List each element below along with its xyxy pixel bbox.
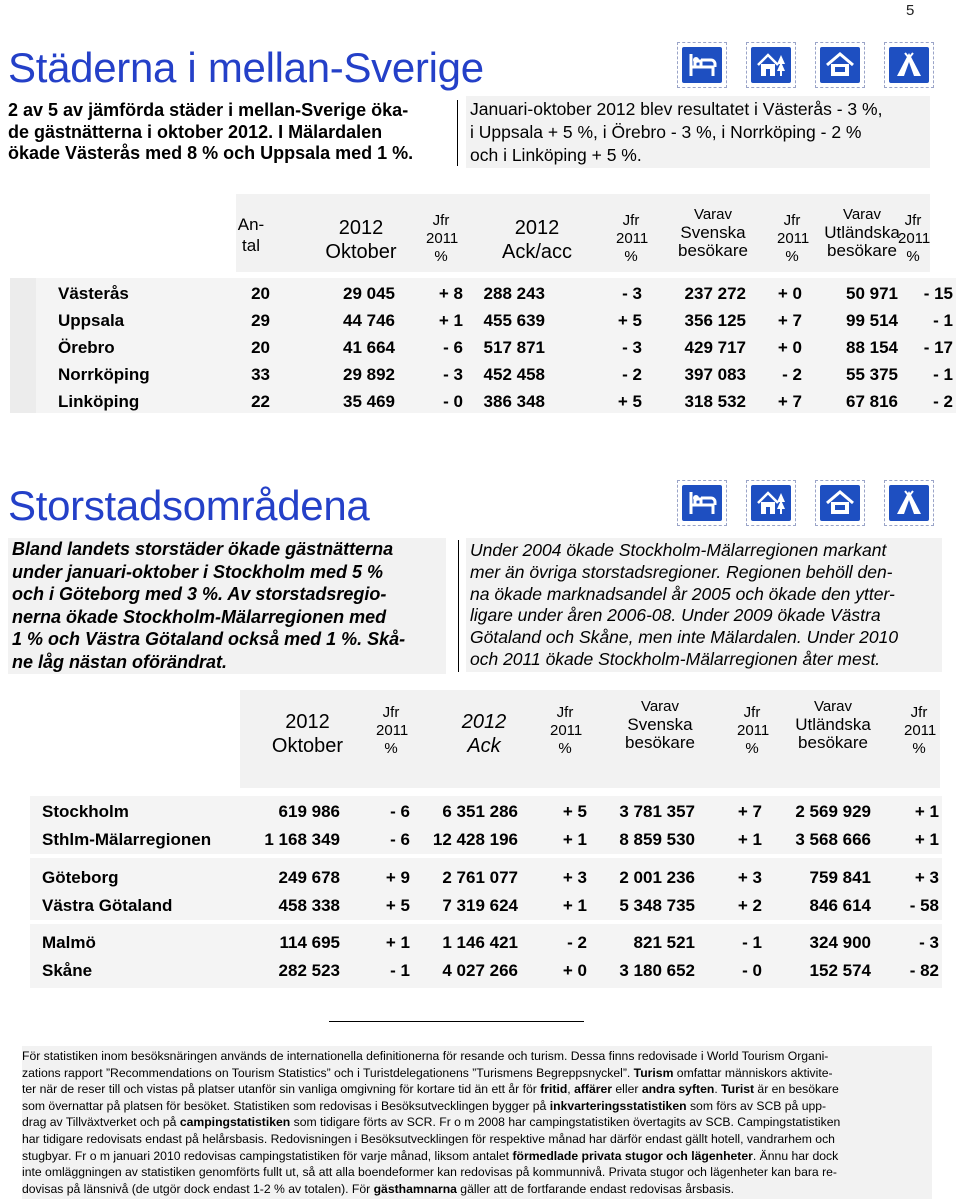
camping-tent-icon	[884, 480, 934, 526]
hostel-icon	[815, 480, 865, 526]
header-oktober: 2012 Oktober	[325, 217, 397, 263]
cabin-icon	[746, 480, 796, 526]
header-ack: 2012 Ack/acc	[501, 217, 573, 263]
divider-line	[458, 540, 459, 672]
header-jfr-3: Jfr 2011 %	[737, 704, 770, 757]
header-svenska: Varav Svenska besökare	[678, 206, 748, 260]
header-jfr-4: Jfr 2011 %	[898, 212, 931, 265]
header-svenska: Varav Svenska besökare	[625, 698, 695, 752]
group-separator	[30, 920, 942, 924]
footnote-line: För statistiken inom besöksnäringen används de internationella definitionerna för resande och turism. Dessa finns redovisade i World Tourism Organi-	[22, 1049, 829, 1063]
footnote-definitions	[22, 1046, 932, 1199]
table-row: Sthlm-Mälarregionen 1 168 349 - 6 12 428 196 + 1 8 859 530 + 1 3 568 666 + 1	[42, 830, 939, 849]
header-utlandska: Varav Utländska besökare	[795, 698, 871, 752]
footnote-line: har tidigare redovisats endast på helårsbasis. Redovisningen i Besöksutvecklingen för respektive månad har därför endast gällt hotell, vandrarhem och	[22, 1131, 835, 1146]
accommodation-icons-top	[677, 42, 934, 88]
header-antal: An- tal	[237, 215, 265, 255]
header-jfr-3: Jfr 2011 %	[777, 212, 810, 265]
group-separator	[30, 854, 942, 858]
hostel-icon	[815, 42, 865, 88]
cabin-icon	[746, 42, 796, 88]
section-title-cities: Städerna i mellan-Sverige	[8, 44, 484, 91]
header-jfr-2: Jfr 2011 %	[616, 212, 649, 265]
page-number: 5	[906, 2, 915, 19]
intro-text-cities: Januari-oktober 2012 blev resultatet i Västerås - 3 %, i Uppsala + 5 %, i Örebro - 3 %, i Norrköping - 2 % och i Linköping + 5 %.	[466, 96, 930, 168]
table-row: Norrköping 33 29 892 - 3 452 458 - 2 397 083 - 2 55 375 - 1	[58, 365, 953, 384]
metro-table-header	[240, 690, 940, 788]
header-jfr-4: Jfr 2011 %	[904, 704, 937, 757]
footnote-line: ter när de reser till och vistas på platser utanför sin vanliga omgivning för kortare tid än ett år för fritid, affärer eller andra syften. Turist är en besökare	[22, 1082, 839, 1097]
header-utlandska: Varav Utländska besökare	[824, 206, 900, 260]
table-row: Västerås 20 29 045 + 8 288 243 - 3 237 272 + 0 50 971 - 15	[58, 284, 953, 303]
footnote-line: dovisas på länsnivå (de utgör dock endast 1-2 % av totalen). För gästhamnarna gäller att de fortfarande endast redovisas årsbasis.	[22, 1181, 735, 1196]
footnote-line: zations rapport ”Recommendations on Tourism Statistics” och i Turistdelegationens ”Turismens Begreppsnyckel”. Turism omfattar människors aktivite-	[22, 1065, 833, 1080]
hotel-bed-icon	[677, 42, 727, 88]
table-row: Göteborg 249 678 + 9 2 761 077 + 3 2 001 236 + 3 759 841 + 3	[42, 868, 939, 887]
table-row: Stockholm 619 986 - 6 6 351 286 + 5 3 781 357 + 7 2 569 929 + 1	[42, 802, 939, 821]
hotel-bed-icon	[677, 480, 727, 526]
footnote-line: inte omläggningen av statistiken genomförts fullt ut, så att alla boendeformer kan redovisas på kommunnivå. Privata stugor och lägenheter kan bara re-	[22, 1165, 837, 1180]
table-row: Malmö 114 695 + 1 1 146 421 - 2 821 521 - 1 324 900 - 3	[42, 933, 939, 952]
table-row: Uppsala 29 44 746 + 1 455 639 + 5 356 125 + 7 99 514 - 1	[58, 311, 953, 330]
footnote-separator	[329, 1021, 584, 1022]
lead-text-cities: 2 av 5 av jämförda städer i mellan-Sverige öka- de gästnätterna i oktober 2012. I Mälardalen ökade Västerås med 8 % och Uppsala med 1 %.	[8, 100, 414, 163]
footnote-line: drag av Tillväxtverket och på campingstatistiken som tidigare förts av SCR. Fr o m 2008 har campingstatistiken övertagits av SCB. Campingstatistiken	[22, 1115, 841, 1130]
intro-text-metro: Under 2004 ökade Stockholm-Mälarregionen markant mer än övriga storstadsregioner. Regionen behöll den- na ökade marknadsandel år 2005 och ökade den ytter- ligare under åren 2006-08. Under 2009 ökade Västra Götaland och Skåne, men inte Mälardalen. Under 2010 och 2011 ökade Stockholm-Mälarregionen åter mest.	[466, 538, 942, 672]
table-row: Skåne 282 523 - 1 4 027 266 + 0 3 180 652 - 0 152 574 - 82	[42, 961, 939, 980]
header-jfr-1: Jfr 2011 %	[376, 704, 409, 757]
table-row: Örebro 20 41 664 - 6 517 871 - 3 429 717 + 0 88 154 - 17	[58, 338, 953, 357]
header-ack: 2012 Ack	[461, 711, 507, 757]
accommodation-icons-bottom	[677, 480, 934, 526]
header-jfr-2: Jfr 2011 %	[550, 704, 583, 757]
header-oktober: 2012 Oktober	[271, 711, 344, 757]
footnote-line: som övernattar på platsen för besöket. Statistiken som redovisas i Besöksutvecklingen bygger på inkvarteringsstatistiken som förs av SCB på upp-	[22, 1098, 827, 1113]
table-row: Linköping 22 35 469 - 0 386 348 + 5 318 532 + 7 67 816 - 2	[58, 392, 953, 411]
table-row: Västra Götaland 458 338 + 5 7 319 624 + 1 5 348 735 + 2 846 614 - 58	[42, 896, 939, 915]
camping-tent-icon	[884, 42, 934, 88]
section-title-metro: Storstadsområdena	[8, 482, 370, 529]
header-jfr-1: Jfr 2011 %	[426, 212, 459, 265]
cities-table-header	[236, 194, 930, 272]
divider-line	[457, 100, 458, 166]
footnote-line: stugbyar. Fr o m januari 2010 redovisas campingstatistiken för varje månad, liksom antalet förmedlade privata stugor och lägenheter. Ännu har dock	[22, 1148, 839, 1163]
lead-text-metro: Bland landets storstäder ökade gästnätterna under januari-oktober i Stockholm med 5 % och i Göteborg med 3 %. Av storstadsregio- nerna ökade Stockholm-Mälarregionen med 1 % och Västra Götaland också med 1 %. Skå- ne låg nästan oförändrat.	[8, 538, 446, 674]
